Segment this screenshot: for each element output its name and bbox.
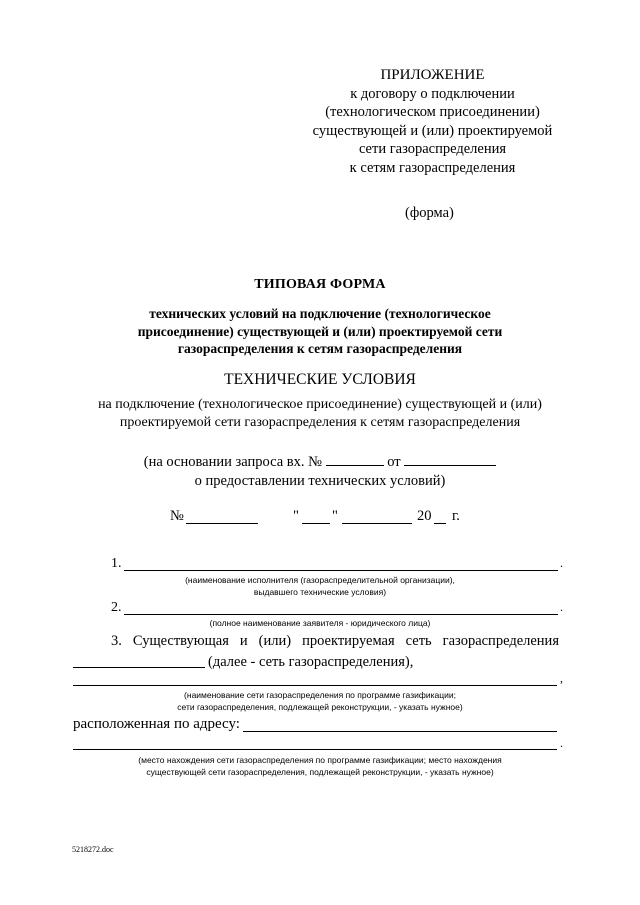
address-caption-line: (место нахождения сети газораспределения по программе газификации; место нахождения: [138, 755, 502, 765]
year-field[interactable]: [434, 509, 446, 524]
item1-caption-line: выдавшего технические условия): [253, 587, 387, 597]
quote-open: ": [293, 508, 299, 524]
item2-caption: (полное наименование заявителя - юридического лица): [209, 618, 431, 628]
month-field[interactable]: [342, 509, 412, 524]
address-field[interactable]: [243, 731, 557, 732]
quote-close: ": [332, 508, 338, 524]
item1-end: .: [560, 556, 563, 570]
tu-subtitle-line: проектируемой сети газораспределения к сетям газораспределения: [119, 415, 521, 430]
form-subtitle-line: присоединение) существующей и (или) проектируемой сети: [137, 323, 503, 339]
appendix-line: существующей и (или) проектируемой: [312, 122, 553, 139]
request-basis-line: о предоставлении технических условий): [194, 473, 446, 489]
appendix-line: к сетям газораспределения: [349, 159, 516, 176]
item1-field[interactable]: [124, 570, 558, 571]
year-suffix: г.: [452, 508, 460, 524]
appendix-heading: ПРИЛОЖЕНИЕ: [380, 67, 485, 83]
item1-caption-line: (наименование исполнителя (газораспределительной организации),: [185, 575, 455, 585]
form-title: ТИПОВАЯ ФОРМА: [254, 277, 386, 292]
request-basis-line: [0, 451, 640, 472]
item3-continuation: (далее - сеть газораспределения),: [208, 654, 414, 670]
year-prefix: 20: [417, 508, 432, 524]
item2-end: .: [560, 600, 563, 614]
document-filename: 5218272.doc: [72, 845, 114, 854]
item3-name-field-2[interactable]: [73, 685, 557, 686]
day-field[interactable]: [302, 509, 330, 524]
address-field-2[interactable]: [73, 749, 557, 750]
appendix-line: сети газораспределения: [358, 141, 507, 157]
form-subtitle-line: технических условий на подключение (технологическое: [149, 306, 491, 321]
request-basis: [0, 451, 640, 491]
item3-text: 3. Существующая и (или) проектируемая сеть газораспределения: [111, 633, 559, 649]
address-label: расположенная по адресу:: [73, 716, 240, 732]
appendix-block: [290, 66, 575, 177]
item2-field[interactable]: [124, 614, 558, 615]
number-sign: №: [170, 508, 184, 524]
appendix-line: к договору о подключении: [350, 85, 515, 102]
form-subtitle-line: газораспределения к сетям газораспределения: [177, 341, 463, 356]
form-subtitle: [0, 305, 640, 358]
appendix-line: (технологическом присоединении): [325, 104, 540, 120]
item3-caption-line: сети газораспределения, подлежащей реконструкции, - указать нужное): [177, 702, 463, 712]
item1-caption: [0, 574, 640, 598]
form-label: (форма): [405, 205, 454, 221]
item3-end: ,: [560, 671, 563, 685]
address-caption-line: существующей сети газораспределения, подлежащей реконструкции, - указать нужное): [146, 767, 494, 777]
item2-label: 2.: [111, 600, 122, 615]
tu-number-field[interactable]: [186, 509, 258, 524]
request-number-field[interactable]: [326, 451, 384, 466]
item3-caption-line: (наименование сети газораспределения по программе газификации;: [184, 690, 456, 700]
tu-subtitle: [0, 396, 640, 432]
tu-title: ТЕХНИЧЕСКИЕ УСЛОВИЯ: [224, 371, 416, 388]
address-end: .: [560, 736, 563, 750]
request-number-label: (на основании запроса вх. №: [143, 454, 322, 470]
item3-caption: [0, 689, 640, 713]
tu-subtitle-line: на подключение (технологическое присоединение) существующей и (или): [98, 397, 542, 412]
address-caption: [0, 754, 640, 778]
item1-label: 1.: [111, 556, 122, 571]
item3-name-field[interactable]: [73, 667, 205, 668]
request-date-label: от: [387, 454, 401, 470]
request-date-field[interactable]: [404, 451, 496, 466]
